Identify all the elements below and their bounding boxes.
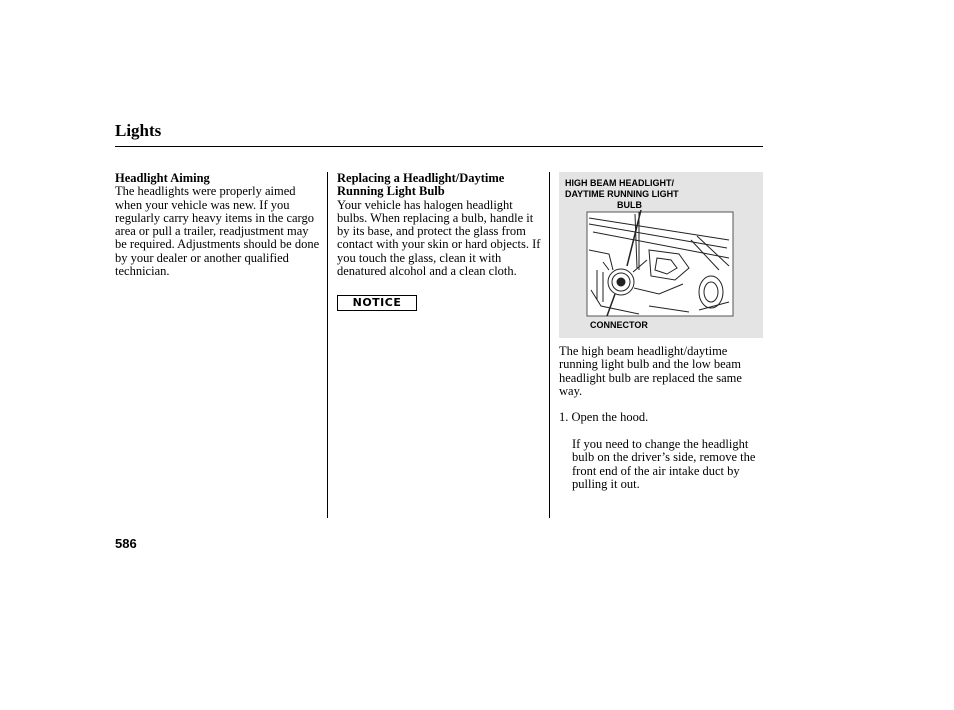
column-replacing-bulb — [337, 172, 543, 311]
bulb-replacement-paragraph: The high beam headlight/daytime running light bulb and the low beam headlight bulb are replaced the same way. — [559, 344, 742, 398]
headlight-bulb-illustration — [559, 172, 763, 338]
step-1: 1. Open the hood. — [559, 410, 649, 424]
page-number: 586 — [115, 536, 137, 551]
column-divider — [549, 172, 550, 518]
page-title: Lights — [115, 121, 162, 140]
column-divider — [327, 172, 328, 518]
engine-bay-drawing — [579, 210, 739, 320]
replacing-bulb-heading: Replacing a Headlight/Daytime Running Light Bulb — [337, 171, 505, 199]
headlight-aiming-body: The headlights were properly aimed when your vehicle was new. If you regularly carry heavy items in the cargo area or pull a trailer, readjustment may be required. Adjustments should be done by your dealer or another qualified technician. — [115, 184, 320, 279]
notice-badge: NOTICE — [337, 295, 417, 311]
figure-label: DAYTIME RUNNING LIGHT — [565, 189, 679, 199]
title-rule — [115, 146, 763, 147]
headlight-aiming-heading: Headlight Aiming — [115, 171, 210, 185]
connector-label: CONNECTOR — [590, 320, 648, 330]
replacing-bulb-body: Your vehicle has halogen headlight bulbs. When replacing a bulb, handle it by its base, and protect the glass from contact with your skin or hard objects. If you touch the glass, clean it with denatured alcohol and a clean cloth. — [337, 197, 541, 279]
figure-label: BULB — [617, 200, 642, 210]
column-headlight-aiming — [115, 172, 320, 278]
figure-label: HIGH BEAM HEADLIGHT/ — [565, 178, 674, 188]
step-1-note: If you need to change the headlight bulb on the driver’s side, remove the front end of the air intake duct by pulling it out. — [572, 437, 756, 491]
